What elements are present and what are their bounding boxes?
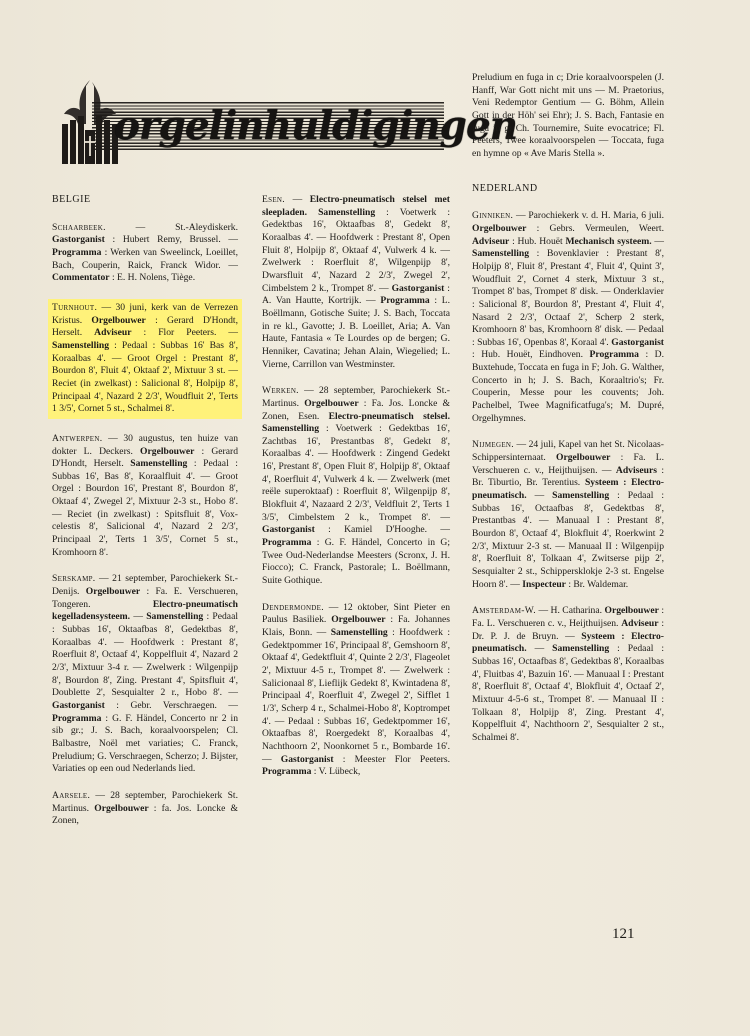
entry-label: Orgelbouwer [85, 586, 141, 598]
entry-text: : Hubert Remy, Brussel. — [104, 234, 238, 246]
entry-label: Commentator [52, 272, 110, 284]
entry-text: : V. Lübeck, [311, 766, 361, 778]
entry-text: — [130, 611, 147, 623]
entry-label: Programma [589, 349, 639, 361]
page-number: 121 [612, 926, 635, 942]
entry-label: Electro-pneumatisch kegelladensysteem. [52, 598, 238, 623]
entry-text: — St.-Aleydiskerk. [105, 221, 238, 233]
column-3 [472, 72, 664, 759]
column-1 [52, 194, 238, 842]
entry-label: Orgelbouwer [472, 222, 527, 234]
entry-label: Samenstelling [330, 627, 388, 638]
entry-text: : Hoofdwerk : Gedektpommer 16', Principaal 8', Gemshoorn 8', Oktaaf 4', Gedektfluit 4', Quinte 2 2/3', Flageolet 2', Mixtuur 4-5 r., Trompet 8'. — Zwelwerk : Salicionaal 8', Lieflijk Gedekt 8', Kwintadena 8', Principaal 4', Roerfluit 4', Zwegel 2', Sifflet 1 1/3', Scherp 4 r., Schalmei-Hobo 8', Koptrompet 4'. — Pedaal : Subbas 16', Gedektpommer 16', Oktaafbas 8', Roergedekt 8', Koraalbas 4', Nachthoorn 2', Noonkornet 5 r., Bombarde 16'. — [262, 627, 450, 765]
entry-text: — [284, 194, 310, 205]
entry-text: — Parochiekerk v. d. H. Maria, 6 juli. [513, 210, 664, 222]
entry-text: — 24 juli, Kapel van het St. Nicolaas-Schippersinternaat. [472, 439, 664, 464]
section-heading-belgie: BELGIE [52, 194, 91, 205]
entry-label: Systeem : Electro-pneumatisch. [472, 630, 665, 655]
entry-text: — 30 juni, kerk van de Verrezen Kristus. [52, 301, 238, 326]
entry-label: Samenstelling [52, 339, 110, 351]
entry-label: Adviseur [94, 327, 132, 339]
entry-text: : Br. Waldemar. [565, 578, 629, 590]
entry-label: Gastorganist [52, 699, 105, 711]
entry-text: : fa. Jos. Loncke & Zonen, [52, 802, 238, 827]
entry-label: Samenstelling [146, 611, 204, 623]
entry-text: : Bovenklavier : Prestant 8', Holpijp 8', Fluit 8', Prestant 4', Fluit 4', Quint 3', Woudfluit 2', Cornet 4 sterk, Mixtuur 3 st., Trompet 8' bas, Trompet 8' disk. — Onderklavier : Salicional 8', Bourdon 8', Prestant 4', Fluit 4', Nasard 2 2/3', Octaaf 2', Scherp 2 sterk, Kromhoorn 8' bas, Kromhoorn 8' disk. — Pedaal : Subbas 16', Openbas 8', Koraal 4'. [472, 248, 664, 348]
entry-label: Gastorganist [280, 753, 334, 765]
entry-text: : G. F. Händel, Concerto in G; Twee Oud-Nederlandse Meesters (Scronx, J. H. Fiocco); C. Franck, Pastorale; L. Boëllmann, Suite Gothique. [262, 537, 450, 587]
entry-serskamp [52, 573, 238, 776]
entry-text: : Fa. L. Verschueren c. v., Heijthuijsen. [472, 605, 664, 629]
entry-text: : Voetwerk : Gedektbas 16', Zachtbas 16', Prestantbas 8', Gedekt 8', Koraalbas 4'. — Hoofdwerk : Zingend Gedekt 16', Prestant 8', Open Fluit 8', Holpijp 8', Oktaaf 4', Roerfluit 4', Vulwerk 4 k. — Zwelwerk (met reële superoktaaf) : Roerfluit 8', Wilgenpijp 8', Blokfluit 4', Nazaard 2 2/3', Veldfluit 2', Terts 1 3/5', Cimbelstem 2 k., Trompet 8'. — [262, 423, 450, 523]
entry-text: : Werken van Sweelinck, Loeillet, Bach, Couperin, Raick, Franck Widor. — [52, 246, 238, 271]
entry-place: Schaarbeek. [52, 221, 106, 233]
entry-text: : Gebr. Verschraegen. — [104, 699, 238, 711]
entry-place: Ginniken. [472, 210, 514, 222]
entry-label: Programma [262, 537, 312, 549]
entry-text: : Pedaal : Subbas 16', Octaafbas 8', Gedektbas 8', Prestantbas 4'. — Manuaal I : Prestant 8', Bourdon 8', Octaaf 4', Blokfluit 4', Roerkwint 2 2/3', Mixtuur 2-3 st. — Manuaal II : Wilgenpijp 8', Roerfluit 8', Tolkaan 4', Zwitserse pijp 2', Sesquialter 2 st., Schippersklokje 2-3 st. Engelse Hoorn 8'. — [472, 490, 664, 590]
page-title: orgelinhuldigingen [114, 103, 518, 149]
entry-label: Gastorganist [262, 524, 315, 536]
entry-label: Systeem : Electro-pneumatisch. [472, 477, 664, 502]
entry-nijmegen [472, 439, 664, 591]
entry-text: : Kamiel D'Hooghe. — [314, 524, 450, 536]
entry-place: Dendermonde. [262, 601, 324, 613]
entry-text: : Pedaal : Subbas 16', Bas 8', Koraalfluit 4'. — Groot Orgel : Bourdon 16', Prestant 8', Bourdon 8', Oktaaf 4', Zwegel 2', Mixtuur 2-3 st., Hobo 8'. — Reciet (in zwelkast) : Spitsfluit 8', Vox-celestis 8', Salicional 4', Nazard 2 2/3', Principaal 2', Terts 1 3/5', Cornet 5 st., Kromhoorn 8'. [52, 458, 238, 558]
entry-text: — 28 september, Parochiekerk St. Martinus. [52, 789, 238, 814]
entry-dendermonde [262, 602, 450, 779]
entry-label: Electro-pneumatisch stelsel. Samenstelling [262, 410, 450, 435]
entry-text: : A. Van Hautte, Kortrijk. — [262, 282, 450, 307]
entry-text: : L. Boëllmann, Gotische Suite; J. S. Bach, Toccata in re kl., Gavotte; J. B. Loeillet, Aria; A. Van Haute, Fantasia « Te Lourdes op de bergen; G. Henniker, Cavatina; Jehan Alain, Wiegelied; L. Vierne, Carrillon van Westminster. [262, 295, 450, 370]
entry-text: : Gerard D'Hondt, Herselt. [52, 314, 238, 339]
entry-label: Adviseur [621, 617, 659, 629]
header-banner [52, 78, 518, 170]
entry-label: Samenstelling [552, 490, 610, 502]
entry-label: Orgelbouwer [94, 802, 149, 814]
entry-text: : Pedaal : Subbas 16', Octaafbas 8', Gedektbas 8', Koraalbas 4', Fluitbas 4', Bazuin 16'. — Manuaal I : Prestant 8', Roerfluit 8', Octaaf 4', Blokfluit 4', Octaaf 2', Mixtuur 4-5-6 st., Trompet 8'. — Manuaal II : Tolkaan 8', Holpijp 8', Zing. Prestant 4', Koppelfluit 4', Nachthoorn 2', Sesquialter 2 st., Schalmei 8'. [472, 643, 664, 743]
entry-text: : Fa. Johannes Klais, Bonn. — [262, 614, 450, 638]
entry-text: : Hub. Houët [509, 235, 566, 247]
entry-continuation: Preludium en fuga in c; Drie koraalvoorspelen (J. Hanff, War Gott nicht mit uns — M. Praetorius, Veni Redemptor Gentium — G. Böhm, Allein Gott in der Höh' sei Ehr); J. S. Bach, Fantasie en fuga in g; Ch. Tournemire, Suite evocatrice; Fl. Peeters, Twee koraalvoorspelen — Toccata, fuga en hymne op « Ave Maris Stella ». [472, 72, 664, 159]
entry-text: : Dr. P. J. de Bruyn. — [472, 617, 664, 642]
entry-place: Werken. [262, 385, 299, 397]
entry-label: Adviseurs [615, 464, 657, 476]
entry-text: : Voetwerk : Gedektbas 16', Oktaafbas 8', Gedekt 8', Koraalbas 4'. — Hoofdwerk : Prestant 8', Open Fluit 8', Holpijp 8', Oktaaf 4', Vulwerk 4 k. — Zwelwerk : Roerfluit 8', Wilgenpijp 8', Dwarsfluit 4', Nazard 2 2/3', Zwegel 2', Cimbelstem 2 k., Trompet 8'. — [262, 206, 450, 294]
entry-ginniken [472, 210, 664, 425]
entry-place: Amsterdam-W. [472, 605, 536, 617]
entry-text: : Fa. L. Verschueren c. v., Heijthuijsen. — [472, 452, 664, 476]
entry-text: — 30 augustus, ten huize van dokter L. Deckers. [52, 432, 238, 457]
entry-label: Gastorganist [391, 282, 445, 294]
entry-label: Samenstelling [472, 248, 530, 260]
entry-text: : Pedaal : Subbas 16', Oktaafbas 8', Gedektbas 8', Koraalbas 4'. — Hoofdwerk : Prestant 8', Roerfluit 8', Octaaf 4', Koppelfluit 4', Nazard 2 2/3', Mixtuur 3-4 r. — Zwelwerk : Wilgenpijp 8', Bourdon 8', Zing. Prestant 4', Spitsfluit 4', Doublette 2', Sesquialter 2 r., Hobo 8'. — [52, 611, 238, 699]
entry-text: : D. Buxtehude, Toccata en fuga in F; Joh. G. Walther, Concerto in h; J. S. Bach, Koraaltrio's; Fr. Couperin, Messe pour les couvents; Joh. Pachelbel, Twee Magnificatfuga's; M. Dupré, Orgelhymnes. [472, 349, 664, 424]
entry-label: Gastorganist [611, 336, 664, 348]
entry-text: — 28 september, Parochiekerk St.-Martinus. [262, 385, 450, 409]
entry-text: : Flor Peeters. — [131, 327, 238, 339]
entry-label: Orgelbouwer [91, 314, 146, 326]
entry-place: Esen. [262, 194, 285, 205]
entry-aarsele [52, 790, 238, 828]
entry-esen [262, 194, 450, 371]
entry-label: Programma [262, 766, 312, 778]
entry-werken [262, 385, 450, 588]
entry-text: — 12 oktober, Sint Pieter en Paulus Basiliek. [262, 601, 450, 626]
section-heading-nederland: NEDERLAND [472, 182, 538, 194]
entry-text: — [526, 643, 553, 655]
entry-text: : Fa. Jos. Loncke & Zonen, Esen. [262, 397, 450, 422]
entry-text: : Gebrs. Vermeulen, Weert. [526, 222, 664, 234]
entry-label: Gastorganist [52, 234, 105, 246]
entry-label: Orgelbouwer [140, 445, 195, 457]
entry-label: Orgelbouwer [556, 452, 611, 464]
entry-text: : Hub. Houët, Eindhoven. [472, 349, 590, 361]
entry-turnhout [52, 299, 238, 419]
entry-label: Adviseur [472, 235, 510, 247]
entry-label: Orgelbouwer [331, 614, 386, 626]
entry-label: Programma [52, 246, 102, 258]
entry-place: Turnhout. [52, 301, 98, 313]
entry-text: — 21 september, Parochiekerk St.-Denijs. [52, 573, 238, 598]
entry-label: Programma [380, 295, 430, 307]
entry-antwerpen [52, 433, 238, 560]
entry-text: : Pedaal : Subbas 16' Bas 8', Koraalbas 4'. — Groot Orgel : Prestant 8', Bourdon 8', Fluit 4', Oktaaf 2', Mixtuur 3 st. — Reciet (in zwelkast) : Salicional 8', Holpijp 8', Principaal 4', Nazard 2 2/3', Woudfluit 2', Terts 1 3/5', Cornet 5 st., Schalmei 8'. [52, 339, 238, 415]
entry-label: Samenstelling [130, 458, 188, 470]
entry-text: : Fa. E. Verschueren, Tongeren. [52, 586, 238, 610]
column-2 [262, 194, 450, 793]
entry-text: : Gerard D'Hondt, Herselt. [52, 445, 238, 470]
entry-place: Antwerpen. [52, 432, 103, 444]
entry-text: : Meester Flor Peeters. [333, 753, 450, 765]
entry-text: : G. F. Händel, Concerto nr 2 in sib gr.; J. S. Bach, koraalvoorspelen; Cl. Balbastre, Noël met variaties; C. Franck, Preludium; G. Verschraegen, Scherzo; J. Bijster, Variaties op een oud Nederlands lied. [52, 712, 238, 775]
entry-label: Orgelbouwer [604, 605, 659, 617]
entry-label: Inspecteur [522, 578, 566, 590]
entry-label: Mechanisch systeem. [565, 235, 652, 247]
entry-amsterdam [472, 605, 664, 744]
entry-place: Serskamp. [52, 573, 96, 585]
entry-text: — H. Catharina. [535, 605, 605, 617]
entry-label: Samenstelling [552, 643, 610, 655]
entry-label: Orgelbouwer [304, 397, 359, 409]
entry-text: : Br. Tiburtio, Br. Terentius. [472, 464, 664, 489]
entry-text: — [651, 235, 664, 247]
entry-label: Electro-pneumatisch stelsel met sleepladen. Samenstelling [262, 194, 450, 218]
entry-place: Nijmegen. [472, 439, 514, 451]
entry-text: : E. H. Nolens, Tiège. [109, 272, 196, 284]
entry-schaarbeek [52, 222, 238, 285]
entry-label: Programma [52, 712, 102, 724]
highlighted-passage [52, 299, 238, 419]
entry-place: Aarsele. [52, 789, 91, 801]
entry-text: — [526, 490, 553, 502]
